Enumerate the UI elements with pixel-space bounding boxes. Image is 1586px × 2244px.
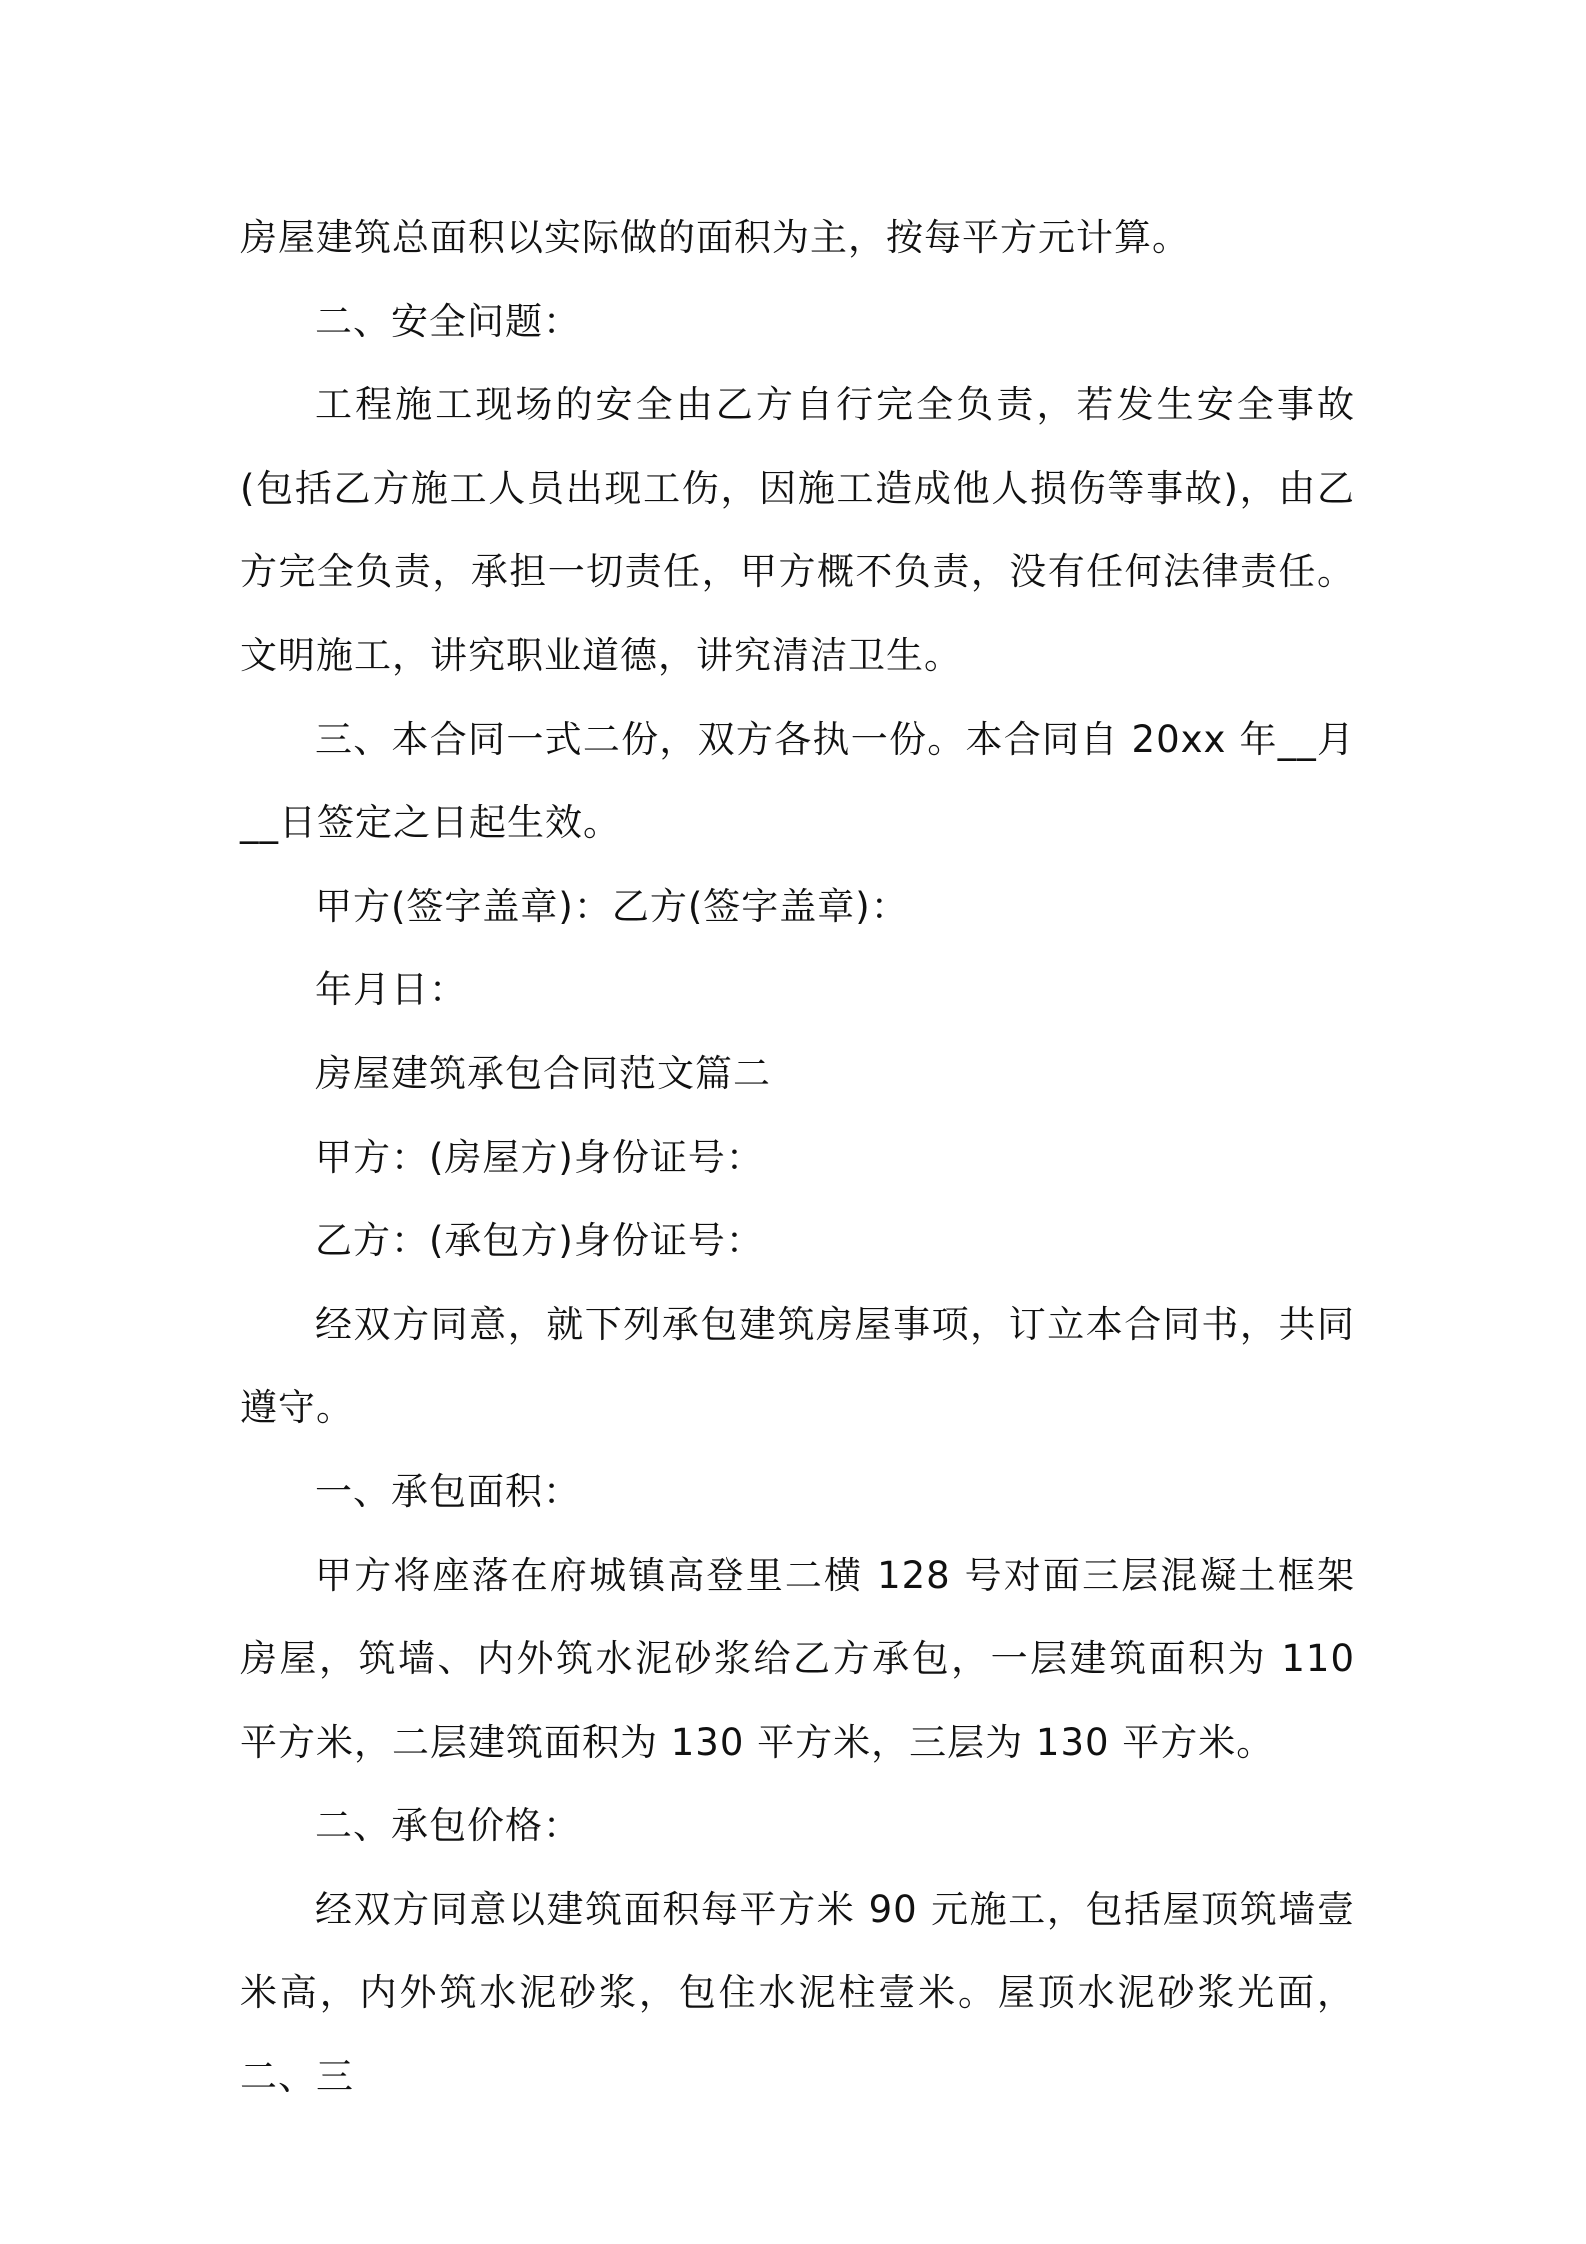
section-title-sample-two: 房屋建筑承包合同范文篇二	[315, 1051, 771, 1095]
paragraph-area-details: 甲方将座落在府城镇高登里二横 128 号对面三层混凝土框架房屋，筑墙、内外筑水泥砂浆给乙方承包，一层建筑面积为 110 平方米，二层建筑面积为 130 平方米，三层为 130 平方米。	[240, 1553, 1355, 1764]
heading-safety: 二、安全问题：	[315, 299, 581, 343]
paragraph-agreement: 经双方同意，就下列承包建筑房屋事项，订立本合同书，共同遵守。	[240, 1302, 1355, 1430]
heading-contract-price: 二、承包价格：	[315, 1804, 581, 1848]
party-a-line: 甲方：(房屋方)身份证号：	[315, 1135, 764, 1179]
paragraph-copies-effective: 三、本合同一式二份，双方各执一份。本合同自 20xx 年__月__日签定之日起生效。	[240, 717, 1355, 845]
paragraph-total-area: 房屋建筑总面积以实际做的面积为主，按每平方元计算。	[240, 216, 1190, 259]
contract-body	[240, 196, 1355, 2119]
date-line: 年月日：	[315, 968, 467, 1012]
paragraph-price-details: 经双方同意以建筑面积每平方米 90 元施工，包括屋顶筑墙壹米高，内外筑水泥砂浆，包住水泥柱壹米。屋顶水泥砂浆光面，二、三	[240, 1887, 1355, 2099]
paragraph-safety-terms: 工程施工现场的安全由乙方自行完全负责，若发生安全事故(包括乙方施工人员出现工伤，因施工造成他人损伤等事故)，由乙方完全负责，承担一切责任，甲方概不负责，没有任何法律责任。文明施工，讲究职业道德，讲究清洁卫生。	[240, 383, 1355, 677]
signature-line: 甲方(签字盖章)：乙方(签字盖章)：	[315, 884, 909, 928]
party-b-line: 乙方：(承包方)身份证号：	[315, 1219, 764, 1263]
heading-contract-area: 一、承包面积：	[315, 1469, 581, 1513]
